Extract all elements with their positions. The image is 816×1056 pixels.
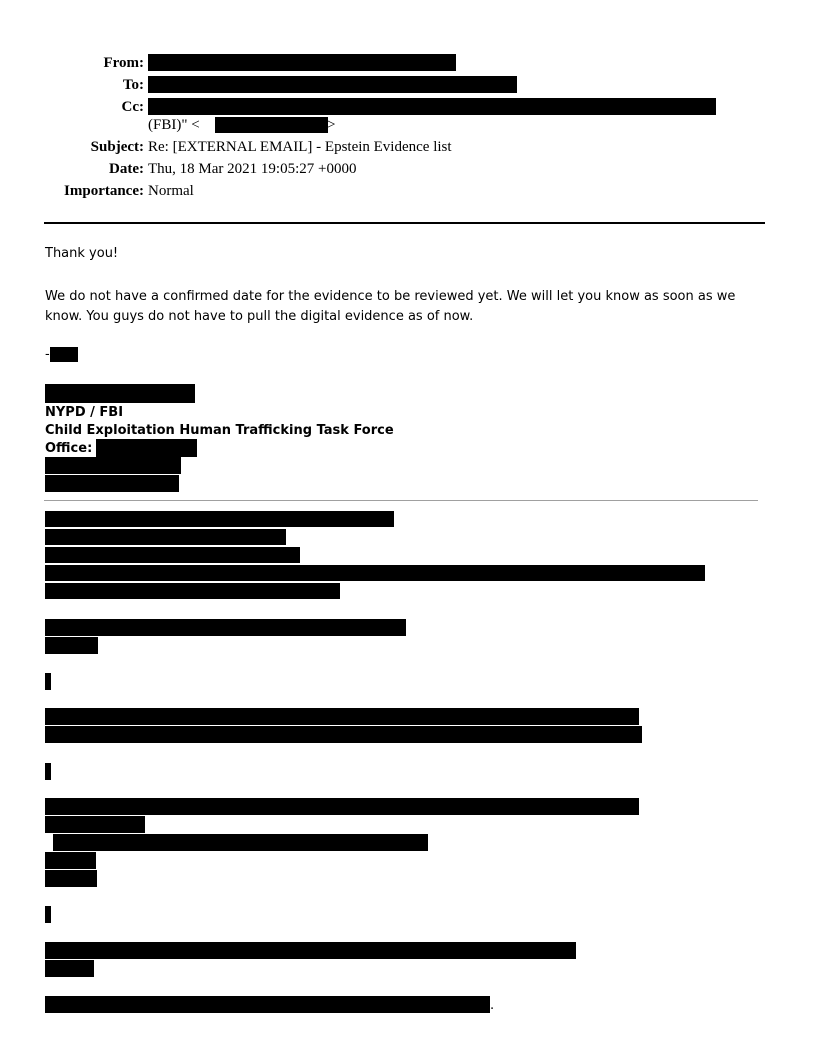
- cc-continuation-prefix: (FBI)" <: [148, 117, 200, 133]
- cc-label: Cc:: [121, 99, 144, 115]
- redaction-block: [45, 619, 406, 636]
- redaction-block: [45, 511, 394, 527]
- redaction-block: [215, 117, 328, 133]
- signature-line-2: Child Exploitation Human Trafficking Task Force: [45, 423, 394, 438]
- redaction-block: [45, 852, 96, 869]
- redaction-block: [45, 547, 300, 563]
- redaction-block: [148, 76, 517, 93]
- from-label: From:: [103, 55, 144, 71]
- redaction-block: [50, 347, 78, 362]
- subject-label: Subject:: [90, 139, 144, 155]
- signoff-dash: -: [45, 347, 50, 362]
- redaction-block: [45, 942, 576, 959]
- redaction-block: [45, 637, 98, 654]
- subject-value: Re: [EXTERNAL EMAIL] - Epstein Evidence list: [148, 139, 452, 155]
- to-label: To:: [122, 77, 144, 93]
- redaction-block: [148, 98, 716, 115]
- importance-label: Importance:: [64, 183, 144, 199]
- header-divider: [44, 222, 765, 224]
- cc-continuation-suffix: >: [327, 117, 336, 133]
- redaction-block: [45, 763, 51, 780]
- trailing-period: .: [490, 998, 495, 1013]
- redaction-block: [45, 673, 51, 690]
- signature-office-label: Office:: [45, 441, 93, 456]
- redaction-block: [45, 726, 642, 743]
- redaction-block: [45, 798, 639, 815]
- redaction-block: [53, 834, 428, 851]
- redaction-block: [45, 583, 340, 599]
- importance-value: Normal: [148, 183, 194, 199]
- redaction-block: [45, 565, 705, 581]
- redaction-block: [45, 996, 490, 1013]
- redaction-block: [45, 457, 181, 474]
- signature-line-1: NYPD / FBI: [45, 405, 124, 420]
- date-value: Thu, 18 Mar 2021 19:05:27 +0000: [148, 161, 357, 177]
- redaction-block: [45, 870, 97, 887]
- redaction-block: [45, 529, 286, 545]
- redaction-block: [45, 384, 195, 403]
- date-label: Date:: [109, 161, 144, 177]
- redaction-block: [45, 960, 94, 977]
- redaction-block: [45, 475, 179, 492]
- redaction-block: [96, 439, 197, 457]
- redaction-block: [45, 816, 145, 833]
- redaction-block: [148, 54, 456, 71]
- greeting-text: Thank you!: [45, 246, 119, 261]
- quoted-message-divider: [44, 500, 758, 501]
- body-paragraph: We do not have a confirmed date for the evidence to be reviewed yet. We will let you know as soon as we know. You guys do not have to pull the digital evidence as of now.: [45, 289, 736, 324]
- redaction-block: [45, 906, 51, 923]
- redaction-block: [45, 708, 639, 725]
